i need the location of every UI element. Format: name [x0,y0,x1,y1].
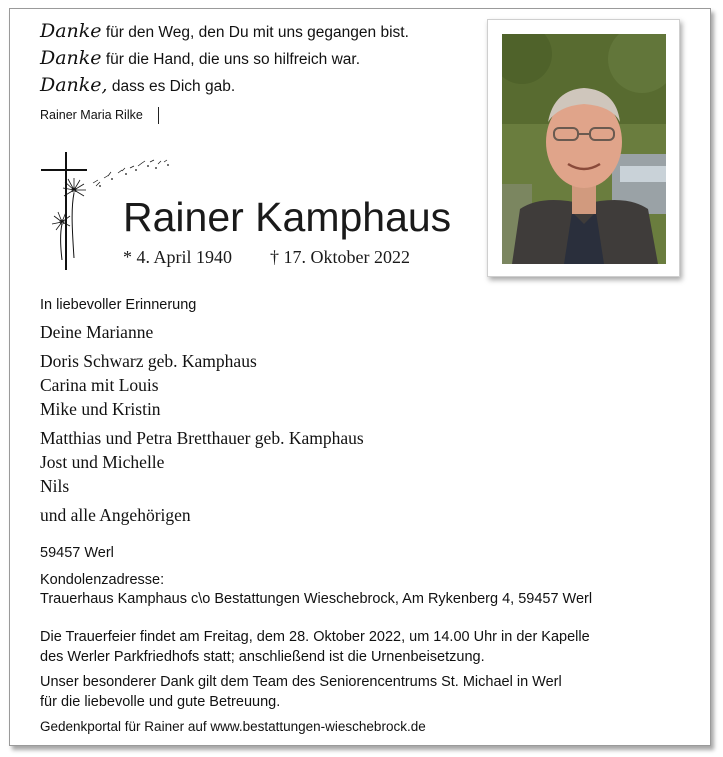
mourner-line: Doris Schwarz geb. Kamphaus [40,351,257,371]
text-cursor [158,107,159,124]
memorial-portal-link[interactable]: Gedenkportal für Rainer auf www.bestattungen-wieschebrock.de [40,719,426,734]
mourner-line: Deine Marianne [40,322,154,342]
thanks-line: Unser besonderer Dank gilt dem Team des Seniorencentrums St. Michael in Werl [40,674,562,690]
quote-line-3 [40,74,235,96]
portrait-image [502,34,666,264]
quote-line-2 [40,47,360,69]
thanks-line: für die liebevolle und gute Betreuung. [40,694,281,710]
condolence-address: Trauerhaus Kamphaus c\o Bestattungen Wieschebrock, Am Rykenberg 4, 59457 Werl [40,591,593,607]
mourner-line: Nils [40,476,70,496]
birth-date: * 4. April 1940 [123,247,233,267]
mourner-line: und alle Angehörigen [40,505,191,525]
condolence-label: Kondolenzadresse: [40,572,165,588]
quote-text: dass es Dich gab. [107,78,236,95]
quote-emphasis: Danke [40,47,102,69]
mourner-line: Matthias und Petra Bretthauer geb. Kamphaus [40,428,364,448]
death-date: † 17. Oktober 2022 [270,247,410,267]
portrait-photo [502,34,666,264]
ceremony-line: des Werler Parkfriedhofs statt; anschließend ist die Urnenbeisetzung. [40,649,485,665]
quote-text: für die Hand, die uns so hilfreich war. [101,51,361,68]
mourner-line: Mike und Kristin [40,399,161,419]
quote-emphasis: Danke, [40,74,108,96]
deceased-name: Rainer Kamphaus [123,194,452,240]
portrait-frame [487,19,680,277]
quote-emphasis: Danke [40,20,102,42]
mourners-intro: In liebevoller Erinnerung [40,297,197,313]
quote-line-1 [40,20,409,42]
quote-author: Rainer Maria Rilke [40,108,143,122]
city-line: 59457 Werl [40,545,114,561]
quote-text: für den Weg, den Du mit uns gegangen bist. [101,24,409,41]
mourner-line: Jost und Michelle [40,452,165,472]
ceremony-line: Die Trauerfeier findet am Freitag, dem 28. Oktober 2022, um 14.00 Uhr in der Kapelle [40,629,590,645]
mourner-line: Carina mit Louis [40,375,159,395]
